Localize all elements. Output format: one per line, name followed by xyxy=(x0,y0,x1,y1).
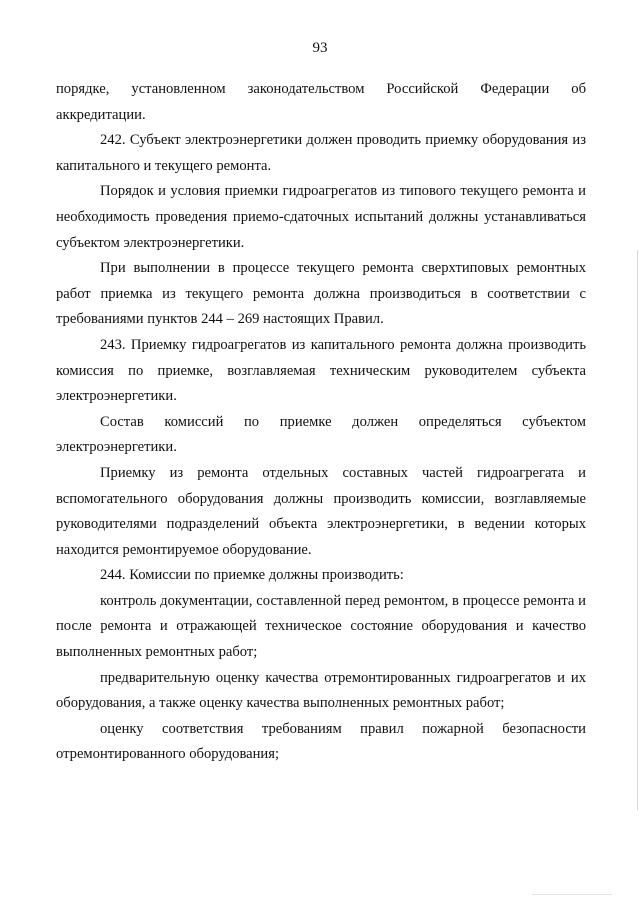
list-item-documentation-control: контроль документации, составленной перед ремонтом, в процессе ремонта и после ремонта и отражающей техническое состояние оборудования и качество выполненных ремонтных работ; xyxy=(56,592,586,661)
scan-bottom-mark xyxy=(532,894,612,895)
list-item-fire-safety-compliance: оценку соответствия требованиям правил пожарной безопасности отремонтированного оборудования; xyxy=(56,720,586,763)
scan-edge-line xyxy=(637,250,638,810)
paragraph-extra-repair-works: При выполнении в процессе текущего ремонта сверхтиповых ремонтных работ приемка из текущего ремонта должна производиться в соответствии с требованиями пунктов 244 – 269 настоящих Правил. xyxy=(56,260,586,328)
paragraph-acceptance-procedure: Порядок и условия приемки гидроагрегатов из типового текущего ремонта и необходимость проведения приемо-сдаточных испытаний должны устанавливаться субъектом электроэнергетики. xyxy=(56,183,586,251)
paragraph-item-244: 244. Комиссии по приемке должны производить: xyxy=(100,567,404,584)
paragraph-commission-composition: Состав комиссий по приемке должен определяться субъектом электроэнергетики. xyxy=(56,413,586,456)
paragraph-item-242: 242. Субъект электроэнергетики должен проводить приемку оборудования из капитального и текущего ремонта. xyxy=(56,132,586,174)
page-number: 93 xyxy=(312,40,328,56)
paragraph-continuation: порядке, установленном законодательством Российской Федерации об аккредитации. xyxy=(56,81,586,123)
paragraph-item-243: 243. Приемку гидроагрегатов из капитального ремонта должна производить комиссия по приемке, возглавляемая техническим руководителем субъекта электроэнергетики. xyxy=(56,336,586,405)
list-item-quality-assessment: предварительную оценку качества отремонтированных гидроагрегатов и их оборудования, а также оценку качества выполненных ремонтных работ; xyxy=(56,669,586,712)
paragraph-component-acceptance: Приемку из ремонта отдельных составных частей гидроагрегата и вспомогательного оборудования должны производить комиссии, возглавляемые руководителями подразделений объекта электроэнергетики, в ведении которых находится ремонтируемое оборудование. xyxy=(56,464,586,558)
document-body xyxy=(56,77,586,768)
